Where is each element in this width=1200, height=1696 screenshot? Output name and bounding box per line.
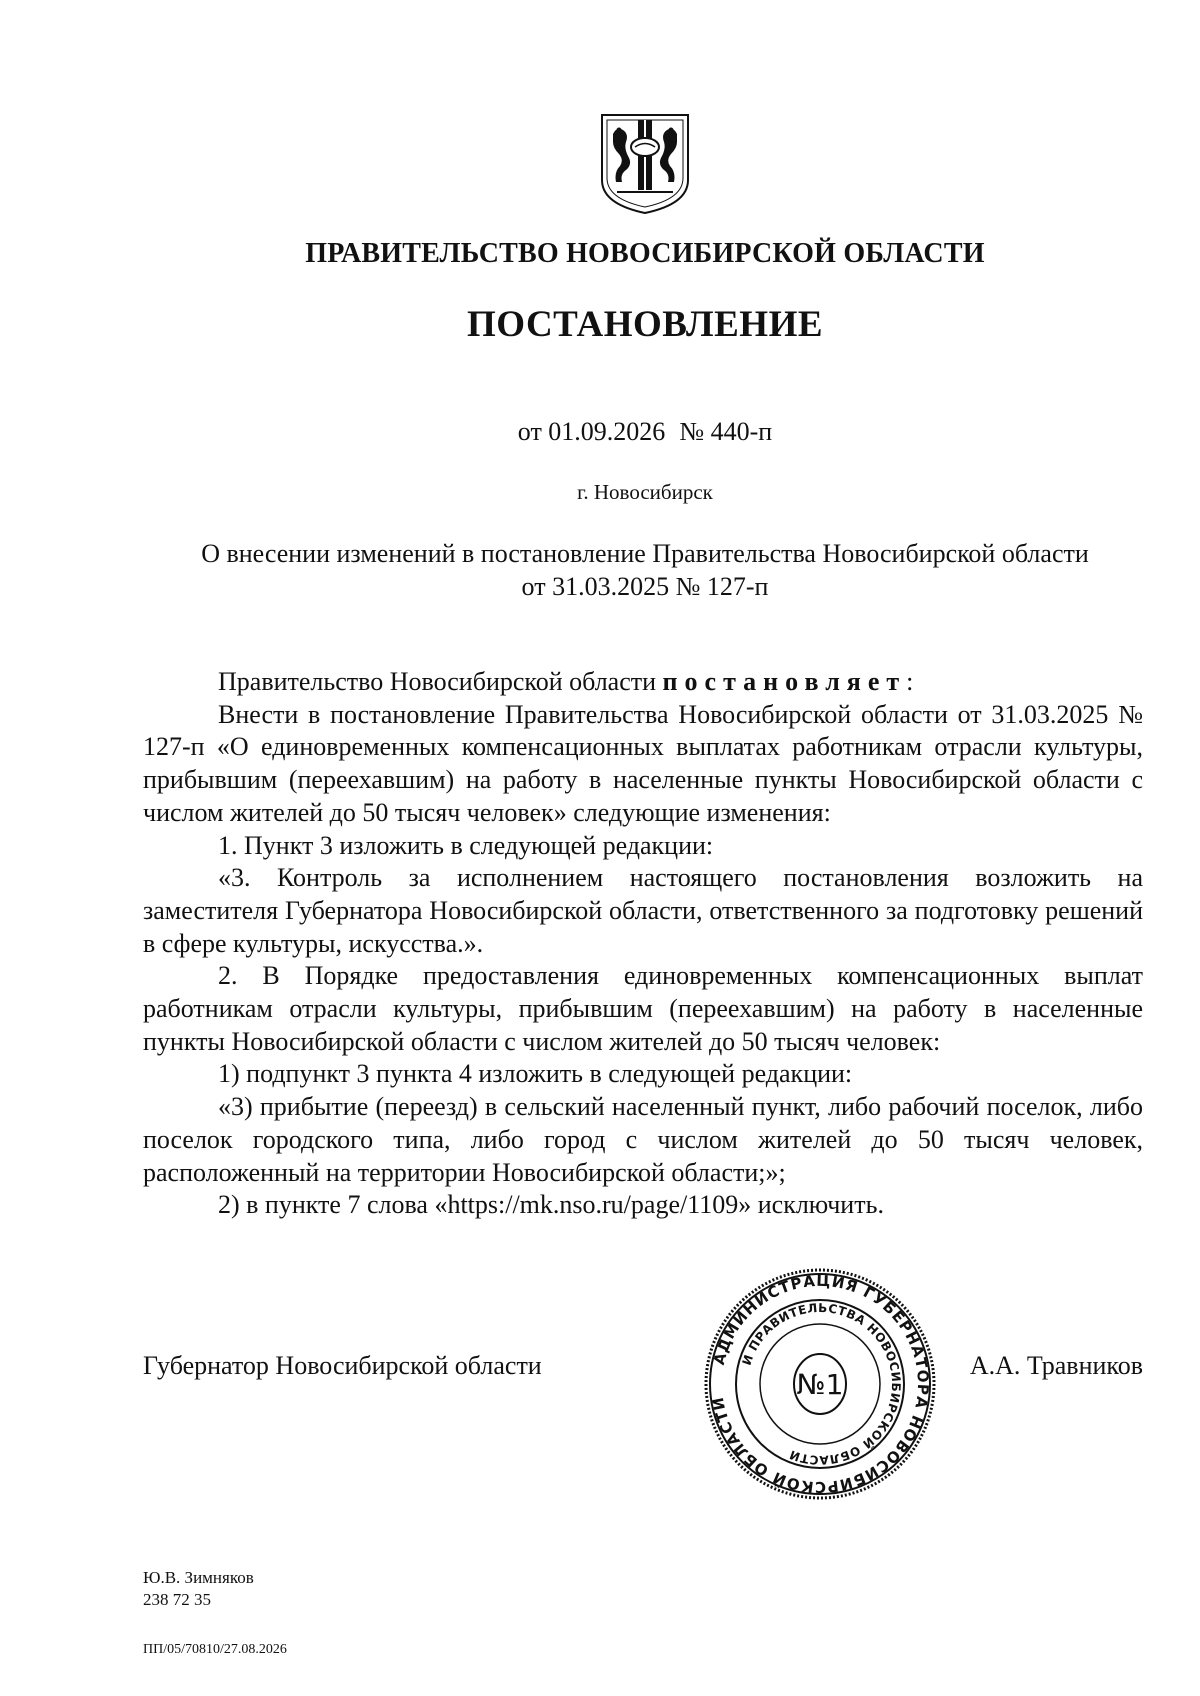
official-seal-stamp bbox=[702, 1266, 938, 1502]
registration-number: ПП/05/70810/27.08.2026 bbox=[143, 1642, 287, 1657]
preamble bbox=[143, 666, 1143, 699]
title-line-1: О внесении изменений в постановление Правительства Новосибирской области bbox=[201, 539, 1089, 568]
novosibirsk-coat-of-arms-icon bbox=[599, 112, 691, 216]
document-title bbox=[150, 537, 1140, 603]
paragraph-6: «3) прибытие (переезд) в сельский населенный пункт, либо рабочий поселок, либо поселок городского типа, либо город с числом жителей до 50 тысяч человек, расположенный на территории Новосибирской области;»; bbox=[143, 1092, 1143, 1187]
paragraph-3: «3. Контроль за исполнением настоящего постановления возложить на заместителя Губернатора Новосибирской области, ответственного за подготовку решений в сфере культуры, искусства.». bbox=[143, 863, 1143, 958]
document-date: от 01.09.2026 bbox=[517, 417, 666, 446]
document-number: № 440-п bbox=[679, 417, 773, 446]
signatory-position: Губернатор Новосибирской области bbox=[143, 1351, 542, 1380]
executor-phone: 238 72 35 bbox=[143, 1590, 211, 1609]
preamble-subject: Правительство Новосибирской области bbox=[218, 667, 657, 696]
paragraph-1: Внести в постановление Правительства Новосибирской области от 31.03.2025 № 127-п «О единовременных компенсационных выплатах работникам отрасли культуры, прибывшим (переехавшим) на работу в населенные пункты Новосибирской области с числом жителей до 50 тысяч человек» следующие изменения: bbox=[143, 699, 1143, 827]
document-type: ПОСТАНОВЛЕНИЕ bbox=[466, 304, 824, 345]
title-line-2: от 31.03.2025 № 127-п bbox=[521, 572, 769, 601]
executor-name: Ю.В. Зимняков bbox=[143, 1568, 254, 1587]
issuing-authority: ПРАВИТЕЛЬСТВО НОВОСИБИРСКОЙ ОБЛАСТИ bbox=[305, 238, 985, 269]
seal-inner-text: И ПРАВИТЕЛЬСТВА НОВОСИБИРСКОЙ ОБЛАСТИ bbox=[739, 1300, 904, 1468]
paragraph-7: 2) в пункте 7 слова «https://mk.nso.ru/page/1109» исключить. bbox=[218, 1190, 884, 1220]
paragraph-5: 1) подпункт 3 пункта 4 изложить в следующей редакции: bbox=[218, 1059, 853, 1089]
seal-center-number: №1 bbox=[796, 1368, 844, 1401]
signatory-name: А.А. Травников bbox=[969, 1351, 1143, 1380]
executor-block bbox=[143, 1567, 254, 1611]
document-body bbox=[143, 666, 1143, 1222]
date-number-line bbox=[0, 417, 1200, 447]
paragraph-4: 2. В Порядке предоставления единовременных компенсационных выплат работникам отрасли культуры, прибывшим (переехавшим) на работу в населенные пункты Новосибирской области с числом жителей до 50 тысяч человек: bbox=[143, 961, 1143, 1056]
preamble-verb: постановляет bbox=[662, 667, 907, 696]
city-line: г. Новосибирск bbox=[577, 480, 713, 504]
seal-outer-text: АДМИНИСТРАЦИЯ ГУБЕРНАТОРА НОВОСИБИРСКОЙ ОБЛАСТИ bbox=[708, 1271, 933, 1497]
paragraph-2: 1. Пункт 3 изложить в следующей редакции: bbox=[218, 830, 714, 860]
preamble-colon: : bbox=[906, 667, 914, 696]
